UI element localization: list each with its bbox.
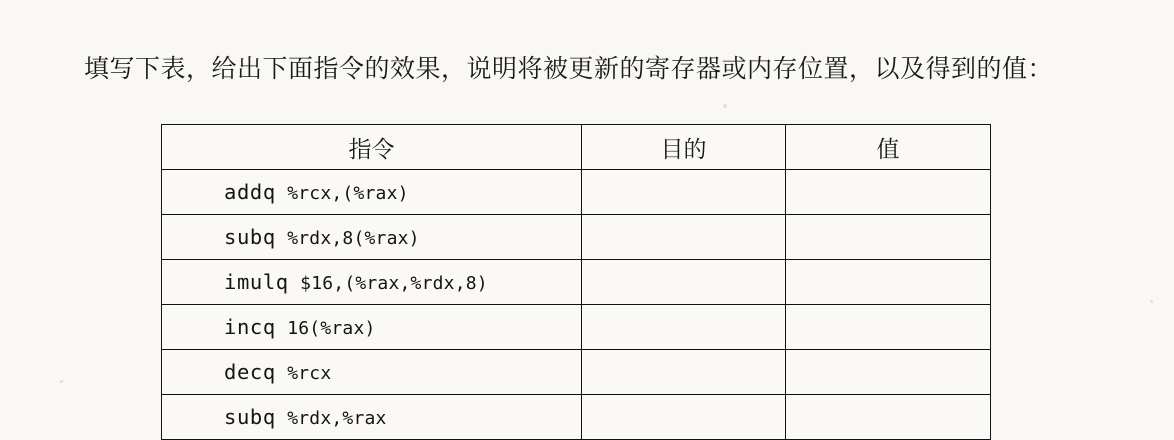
instruction-operands: %rcx,(%rax) [287, 183, 409, 204]
instruction-cell [162, 260, 582, 305]
value-cell[interactable] [786, 260, 991, 305]
column-header-instruction: 指令 [162, 125, 582, 170]
instruction-cell [162, 350, 582, 395]
destination-cell[interactable] [582, 260, 786, 305]
instruction-table-wrapper [161, 124, 991, 440]
paper-speck [1150, 300, 1153, 303]
destination-cell[interactable] [582, 305, 786, 350]
value-cell[interactable] [786, 350, 991, 395]
instruction-cell [162, 395, 582, 440]
instruction-cell [162, 305, 582, 350]
destination-cell[interactable] [582, 215, 786, 260]
destination-cell[interactable] [582, 395, 786, 440]
instruction-mnemonic: decq [224, 360, 276, 384]
paper-speck [60, 380, 63, 383]
destination-cell[interactable] [582, 350, 786, 395]
table-header-row [162, 125, 991, 170]
instruction-cell [162, 170, 582, 215]
instruction-mnemonic: incq [224, 315, 276, 339]
table-row [162, 350, 991, 395]
table-row [162, 170, 991, 215]
value-cell[interactable] [786, 395, 991, 440]
paper-speck [723, 104, 727, 108]
instruction-paragraph: 填写下表，给出下面指令的效果，说明将被更新的寄存器或内存位置，以及得到的值： [84, 54, 1054, 83]
value-cell[interactable] [786, 215, 991, 260]
instruction-cell [162, 215, 582, 260]
table-row [162, 305, 991, 350]
column-header-destination: 目的 [582, 125, 786, 170]
destination-cell[interactable] [582, 170, 786, 215]
instruction-operands: 16(%rax) [287, 318, 376, 339]
value-cell[interactable] [786, 170, 991, 215]
table-header [162, 125, 991, 170]
column-header-value: 值 [786, 125, 991, 170]
instruction-mnemonic: subq [224, 225, 276, 249]
value-cell[interactable] [786, 305, 991, 350]
instruction-table [161, 124, 991, 440]
table-row [162, 260, 991, 305]
instruction-mnemonic: subq [224, 405, 276, 429]
instruction-mnemonic: addq [224, 180, 276, 204]
table-row [162, 395, 991, 440]
table-row [162, 215, 991, 260]
instruction-operands: %rcx [287, 363, 332, 384]
instruction-operands: $16,(%rax,%rdx,8) [300, 273, 488, 294]
instruction-operands: %rdx,%rax [287, 408, 387, 429]
table-body [162, 170, 991, 440]
instruction-operands: %rdx,8(%rax) [287, 228, 420, 249]
instruction-mnemonic: imulq [224, 270, 289, 294]
